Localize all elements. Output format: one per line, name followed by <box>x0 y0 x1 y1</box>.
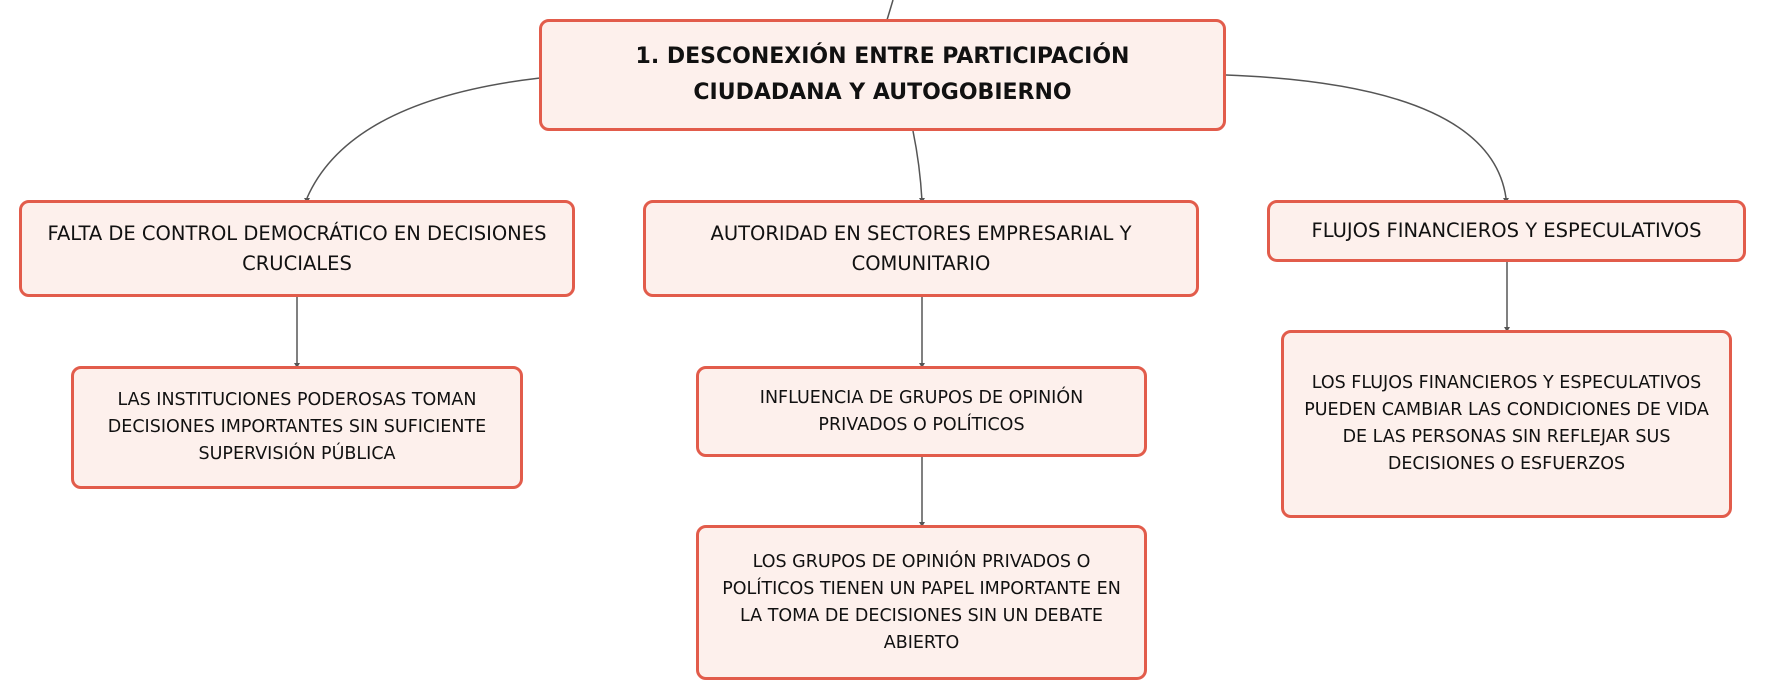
connector-root-to-branch-2 <box>913 131 922 201</box>
branch-topic-authority[interactable] <box>643 200 1199 297</box>
branch-topic-democratic-control[interactable] <box>19 200 575 297</box>
branch-topic-label: FALTA DE CONTROL DEMOCRÁTICO EN DECISIONES CRUCIALES <box>47 221 547 275</box>
branch-topic-label: AUTORIDAD EN SECTORES EMPRESARIAL Y COMUNITARIO <box>710 221 1132 275</box>
root-topic-label: 1. DESCONEXIÓN ENTRE PARTICIPACIÓN CIUDADANA Y AUTOGOBIERNO <box>635 44 1130 105</box>
subtopic-powerful-institutions[interactable] <box>71 366 523 489</box>
branch-topic-financial-flows[interactable] <box>1267 200 1746 262</box>
connector-parent-to-root <box>887 0 893 20</box>
subtopic-opinion-groups-influence[interactable] <box>696 366 1147 457</box>
connector-root-to-branch-1 <box>307 78 540 198</box>
subtopic-label: LOS FLUJOS FINANCIEROS Y ESPECULATIVOS PUEDEN CAMBIAR LAS CONDICIONES DE VIDA DE LAS PERSONAS SIN REFLEJAR SUS DECISIONES O ESFUERZOS <box>1304 373 1709 474</box>
root-topic[interactable] <box>539 19 1226 131</box>
subtopic-label: LAS INSTITUCIONES PODEROSAS TOMAN DECISIONES IMPORTANTES SIN SUFICIENTE SUPERVISIÓN PÚBLICA <box>107 390 487 464</box>
subtopic-opinion-groups-role[interactable] <box>696 525 1147 680</box>
branch-topic-label: FLUJOS FINANCIEROS Y ESPECULATIVOS <box>1311 219 1702 242</box>
subtopic-label: LOS GRUPOS DE OPINIÓN PRIVADOS O POLÍTICOS TIENEN UN PAPEL IMPORTANTE EN LA TOMA DE DECISIONES SIN UN DEBATE ABIERTO <box>722 551 1121 653</box>
connector-root-to-branch-3 <box>1226 75 1506 198</box>
subtopic-financial-flows-effects[interactable] <box>1281 330 1732 518</box>
subtopic-label: INFLUENCIA DE GRUPOS DE OPINIÓN PRIVADOS O POLÍTICOS <box>759 387 1084 435</box>
